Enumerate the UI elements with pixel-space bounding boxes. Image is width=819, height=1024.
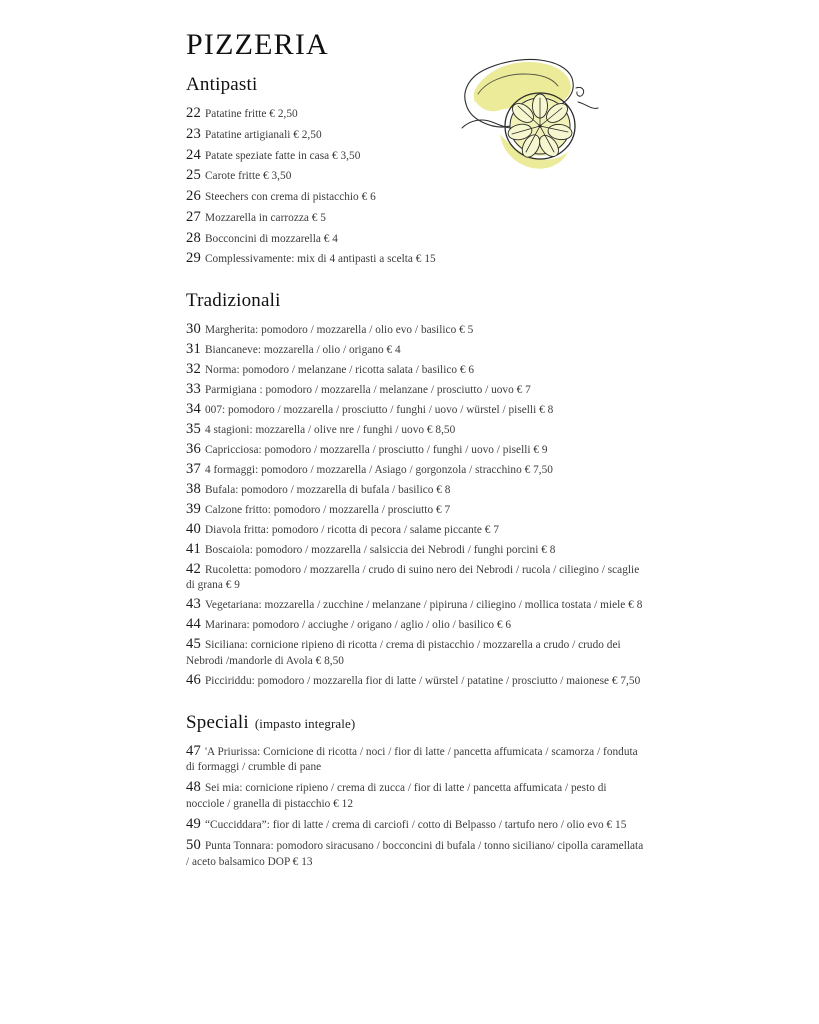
menu-item bbox=[186, 342, 646, 359]
section-title: Tradizionali bbox=[186, 290, 281, 312]
item-number: 34 bbox=[186, 401, 201, 417]
item-description: Patatine fritte € 2,50 bbox=[205, 108, 298, 120]
menu-item bbox=[186, 442, 646, 459]
item-number: 39 bbox=[186, 500, 201, 517]
item-description: Calzone fritto: pomodoro / mozzarella / prosciutto € 7 bbox=[205, 503, 451, 516]
item-number: 47 bbox=[186, 742, 201, 759]
item-number: 22 bbox=[186, 105, 201, 121]
item-number: 26 bbox=[186, 188, 201, 205]
menu-item bbox=[186, 462, 646, 479]
item-description: Steechers con crema di pistacchio € 6 bbox=[205, 191, 376, 204]
item-description: Picciriddu: pomodoro / mozzarella fior di latte / würstel / patatine / prosciutto / maionese € 7,50 bbox=[205, 675, 641, 687]
item-description: Patatine artigianali € 2,50 bbox=[205, 128, 322, 141]
item-description: Bufala: pomodoro / mozzarella di bufala / basilico € 8 bbox=[205, 483, 451, 496]
menu-item bbox=[186, 402, 646, 419]
item-number: 40 bbox=[186, 520, 201, 537]
item-number: 32 bbox=[186, 361, 201, 378]
item-description: Diavola fritta: pomodoro / ricotta di pecora / salame piccante € 7 bbox=[205, 523, 499, 536]
menu-item-list bbox=[186, 744, 646, 871]
menu-item bbox=[186, 562, 646, 594]
item-description: Capricciosa: pomodoro / mozzarella / prosciutto / funghi / uovo / piselli € 9 bbox=[205, 443, 548, 456]
item-description: Sei mia: cornicione ripieno / crema di zucca / fior di latte / pancetta affumicata / pesto di nocciole / granella di pistacchio € 12 bbox=[186, 782, 607, 810]
menu-item bbox=[186, 482, 646, 499]
item-number: 35 bbox=[186, 420, 201, 437]
item-description: Complessivamente: mix di 4 antipasti a scelta € 15 bbox=[205, 253, 436, 266]
item-number: 43 bbox=[186, 596, 201, 613]
menu-item bbox=[186, 210, 646, 227]
item-number: 33 bbox=[186, 381, 201, 398]
page-title: PIZZERIA bbox=[186, 28, 329, 61]
item-number: 27 bbox=[186, 208, 201, 225]
menu-item bbox=[186, 673, 646, 690]
item-description: Rucoletta: pomodoro / mozzarella / crudo di suino nero dei Nebrodi / rucola / ciliegino / scaglie di grana € 9 bbox=[186, 563, 640, 592]
menu-item bbox=[186, 637, 646, 669]
item-number: 45 bbox=[186, 636, 201, 653]
section-header bbox=[186, 290, 646, 312]
item-number: 24 bbox=[186, 146, 201, 163]
item-number: 41 bbox=[186, 540, 201, 557]
menu-item bbox=[186, 522, 646, 539]
item-number: 28 bbox=[186, 229, 201, 246]
menu-item bbox=[186, 597, 646, 614]
item-number: 30 bbox=[186, 321, 201, 338]
item-description: Siciliana: cornicione ripieno di ricotta / crema di pistacchio / mozzarella a crudo / crudo dei Nebrodi /mandorle di Avola € 8,50 bbox=[186, 639, 621, 668]
item-number: 29 bbox=[186, 250, 201, 267]
menu-item bbox=[186, 744, 646, 776]
item-number: 25 bbox=[186, 167, 201, 184]
menu-item bbox=[186, 838, 646, 870]
item-description: 007: pomodoro / mozzarella / prosciutto / funghi / uovo / würstel / piselli € 8 bbox=[205, 404, 554, 416]
item-number: 46 bbox=[186, 672, 201, 688]
section-title: Speciali bbox=[186, 711, 249, 733]
section-title: Antipasti bbox=[186, 74, 258, 95]
menu-item bbox=[186, 231, 646, 248]
item-number: 49 bbox=[186, 815, 201, 832]
item-description: 4 stagioni: mozzarella / olive nre / funghi / uovo € 8,50 bbox=[205, 423, 456, 436]
item-description: Patate speziate fatte in casa € 3,50 bbox=[205, 149, 361, 162]
item-description: Mozzarella in carrozza € 5 bbox=[205, 211, 326, 224]
menu-item bbox=[186, 189, 646, 206]
menu-item-list bbox=[186, 322, 646, 690]
item-description: Bocconcini di mozzarella € 4 bbox=[205, 232, 338, 245]
menu-item bbox=[186, 362, 646, 379]
item-number: 23 bbox=[186, 125, 201, 142]
item-description: “Cucciddara”: fior di latte / crema di carciofi / cotto di Belpasso / tartufo nero / olio evo € 15 bbox=[205, 818, 627, 831]
menu-item bbox=[186, 382, 646, 399]
menu-item bbox=[186, 251, 646, 268]
item-description: Norma: pomodoro / melanzane / ricotta salata / basilico € 6 bbox=[205, 364, 475, 377]
menu-item bbox=[186, 422, 646, 439]
section-subtitle: (impasto integrale) bbox=[254, 715, 356, 731]
menu-section-tradizionali bbox=[186, 290, 646, 690]
menu-item bbox=[186, 322, 646, 339]
item-description: Carote fritte € 3,50 bbox=[205, 170, 292, 183]
menu-section-speciali bbox=[186, 712, 646, 871]
item-number: 36 bbox=[186, 440, 201, 457]
item-number: 42 bbox=[186, 560, 201, 577]
item-description: Parmigiana : pomodoro / mozzarella / melanzane / prosciutto / uovo € 7 bbox=[205, 384, 531, 397]
menu-item bbox=[186, 542, 646, 559]
item-number: 31 bbox=[186, 341, 201, 358]
item-description: Punta Tonnara: pomodoro siracusano / bocconcini di bufala / tonno siciliano/ cipolla caramellata / aceto balsamico DOP € 13 bbox=[186, 840, 644, 868]
item-description: 'A Priurissa: Cornicione di ricotta / noci / fior di latte / pancetta affumicata / scamorza / fonduta di formaggi / crumble di pane bbox=[186, 745, 638, 774]
item-description: Vegetariana: mozzarella / zucchine / melanzane / pipiruna / ciliegino / mollica tostata / miele € 8 bbox=[205, 599, 643, 612]
menu-item bbox=[186, 817, 646, 834]
item-number: 38 bbox=[186, 480, 201, 497]
menu-item bbox=[186, 617, 646, 634]
section-header bbox=[186, 712, 646, 734]
item-number: 37 bbox=[186, 460, 201, 477]
item-description: Marinara: pomodoro / acciughe / origano / aglio / olio / basilico € 6 bbox=[205, 619, 512, 632]
item-number: 48 bbox=[186, 779, 201, 796]
item-description: Margherita: pomodoro / mozzarella / olio evo / basilico € 5 bbox=[205, 324, 474, 337]
menu-item bbox=[186, 780, 646, 812]
item-description: Biancaneve: mozzarella / olio / origano € 4 bbox=[205, 344, 401, 357]
item-number: 44 bbox=[186, 616, 201, 633]
item-description: Boscaiola: pomodoro / mozzarella / salsiccia dei Nebrodi / funghi porcini € 8 bbox=[205, 543, 556, 556]
item-number: 50 bbox=[186, 837, 201, 854]
menu-item bbox=[186, 502, 646, 519]
item-description: 4 formaggi: pomodoro / mozzarella / Asiago / gorgonzola / stracchino € 7,50 bbox=[205, 463, 553, 476]
lemon-illustration bbox=[452, 48, 602, 183]
